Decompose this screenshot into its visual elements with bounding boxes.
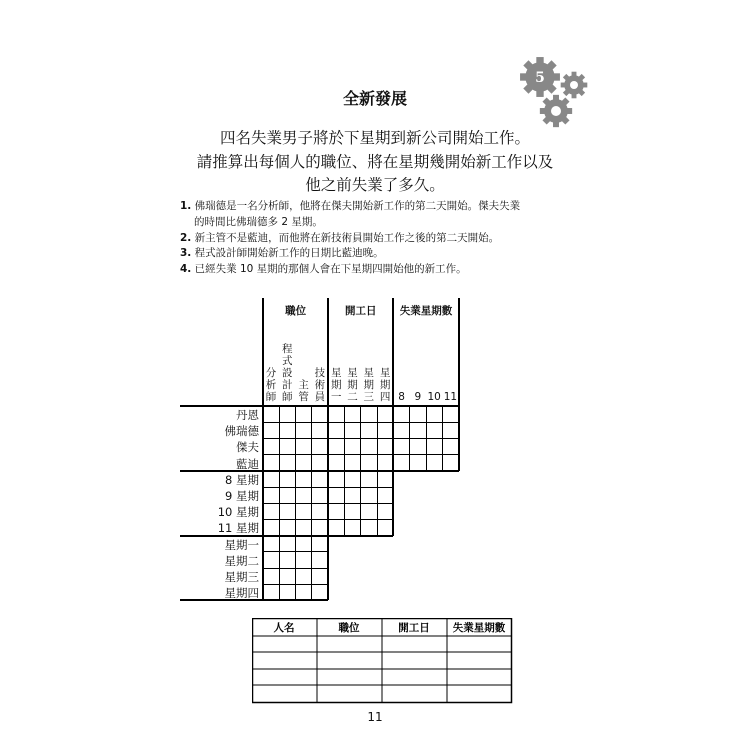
col-label-weeks: 11 <box>443 391 458 403</box>
clue-3: 3. 程式設計師開始新工作的日期比藍迪晚。 <box>180 247 384 259</box>
grid-vline <box>311 536 312 601</box>
grid-vline <box>311 406 312 471</box>
col-label: 主 管 <box>298 379 309 403</box>
col-label: 星 期 二 <box>347 367 358 403</box>
col-label-weeks: 10 <box>427 391 441 403</box>
page-title: 全新發展 <box>342 89 407 108</box>
col-label: 星 期 三 <box>363 367 375 403</box>
col-label: 星 期 一 <box>330 367 342 403</box>
row-label: 佛瑞德 <box>224 424 259 439</box>
grid-vline <box>262 406 264 471</box>
clue-2: 2. 新主管不是藍迪，而他將在新技術員開始工作之後的第二天開始。 <box>180 232 500 244</box>
answer-header-name: 人名 <box>273 622 295 634</box>
grid-vline <box>279 536 280 601</box>
col-label-weeks: 8 <box>398 391 405 403</box>
row-label: 10 星期 <box>217 505 259 520</box>
grid-vline <box>360 471 361 536</box>
grid-vline <box>295 406 296 471</box>
row-label: 星期二 <box>224 553 259 568</box>
grid-vline <box>327 471 329 536</box>
intro-line-3: 他之前失業了多久。 <box>305 176 445 194</box>
grid-vline <box>295 536 296 601</box>
grid-vline <box>262 536 264 601</box>
grid-vline <box>344 471 345 536</box>
col-group-1: 開工日 <box>345 305 377 317</box>
grid-vline <box>458 406 460 471</box>
grid-vline <box>392 406 394 471</box>
intro-line-1: 四名失業男子將於下星期到新公司開始工作。 <box>219 129 530 147</box>
grid-vline <box>295 471 296 536</box>
answer-header-job: 職位 <box>338 622 360 634</box>
row-label: 9 星期 <box>225 489 259 503</box>
col-group-0: 職位 <box>285 305 307 317</box>
grid-vline <box>377 406 378 471</box>
row-label: 傑夫 <box>236 440 259 455</box>
col-group-2: 失業星期數 <box>399 305 453 317</box>
grid-vline <box>344 406 345 471</box>
grid-vline <box>262 471 264 536</box>
grid-vline <box>279 406 280 471</box>
col-label: 分 析 師 <box>265 367 277 403</box>
grid-vline <box>442 406 443 471</box>
grid-vline <box>327 406 329 471</box>
row-label: 星期一 <box>224 537 259 552</box>
col-label: 技 術 員 <box>314 367 326 403</box>
row-label: 星期三 <box>224 570 259 584</box>
grid-vline <box>426 406 427 471</box>
col-label: 星 期 四 <box>379 367 391 403</box>
grid-vline <box>311 471 312 536</box>
col-label: 程 式 設 計 師 <box>282 343 293 403</box>
answer-table <box>252 618 514 704</box>
grid-vline <box>327 536 329 601</box>
row-label: 星期四 <box>224 586 259 601</box>
row-label: 8 星期 <box>225 472 259 487</box>
puzzle-number: 5 <box>535 70 545 86</box>
row-label: 11 星期 <box>217 521 259 536</box>
grid-vline <box>279 471 280 536</box>
grid-vline <box>392 471 394 536</box>
clue-1: 1. 佛瑞德是一名分析師，他將在傑夫開始新工作的第二天開始。傑夫失業 的時間比佛瑞德多 2 星期。 <box>180 200 521 228</box>
clue-4: 4. 已經失業 10 星期的那個人會在下星期四開始他的新工作。 <box>180 263 467 275</box>
page-number: 11 <box>367 710 383 724</box>
grid-vline <box>377 471 378 536</box>
col-label-weeks: 9 <box>414 391 422 403</box>
grid-vline <box>409 406 410 471</box>
intro-line-2: 請推算出每個人的職位、將在星期幾開始新工作以及 <box>196 153 554 171</box>
answer-header-weeks: 失業星期數 <box>452 622 506 634</box>
row-label: 丹恩 <box>236 408 259 422</box>
answer-header-day: 開工日 <box>398 622 430 634</box>
row-label: 藍迪 <box>236 456 259 471</box>
grid-vline <box>360 406 361 471</box>
